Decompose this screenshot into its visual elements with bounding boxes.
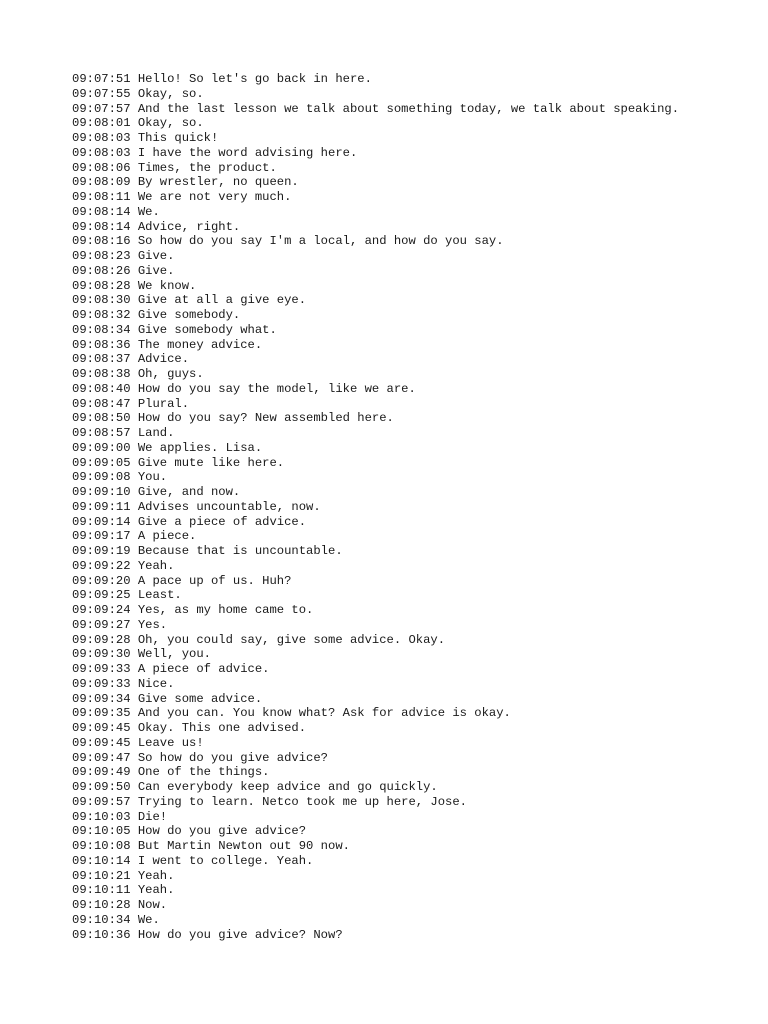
timestamp: 09:10:11 bbox=[72, 883, 131, 898]
transcript-line bbox=[72, 588, 732, 603]
transcript-line bbox=[72, 559, 732, 574]
timestamp: 09:09:20 bbox=[72, 573, 131, 588]
transcript-line bbox=[72, 72, 732, 87]
timestamp: 09:10:03 bbox=[72, 809, 131, 824]
timestamp: 09:08:14 bbox=[72, 219, 131, 234]
timestamp: 09:07:57 bbox=[72, 101, 131, 116]
timestamp: 09:08:28 bbox=[72, 278, 131, 293]
transcript-line bbox=[72, 397, 732, 412]
timestamp: 09:10:36 bbox=[72, 927, 131, 942]
timestamp: 09:10:05 bbox=[72, 824, 131, 839]
utterance-text: A pace up of us. Huh? bbox=[137, 573, 292, 588]
utterance-text: So how do you say I'm a local, and how do you say. bbox=[137, 234, 504, 249]
transcript-line bbox=[72, 456, 732, 471]
utterance-text: Give at all a give eye. bbox=[137, 293, 307, 308]
timestamp: 09:08:36 bbox=[72, 337, 131, 352]
transcript-line bbox=[72, 795, 732, 810]
utterance-text: Yeah. bbox=[137, 868, 175, 883]
utterance-text: I have the word advising here. bbox=[137, 145, 358, 160]
transcript-line bbox=[72, 574, 732, 589]
timestamp: 09:08:57 bbox=[72, 426, 131, 440]
transcript-line bbox=[72, 854, 732, 869]
timestamp: 09:09:57 bbox=[72, 794, 131, 809]
transcript-line bbox=[72, 928, 732, 943]
utterance-text: How do you say? New assembled here. bbox=[137, 411, 394, 426]
utterance-text: Advice, right. bbox=[137, 219, 241, 234]
transcript-line bbox=[72, 677, 732, 692]
utterance-text: Die! bbox=[137, 809, 168, 824]
utterance-text: Give some advice. bbox=[137, 691, 263, 706]
timestamp: 09:09:00 bbox=[72, 440, 131, 455]
transcript-line bbox=[72, 190, 732, 205]
timestamp: 09:09:34 bbox=[72, 691, 131, 706]
timestamp: 09:08:01 bbox=[72, 116, 131, 131]
timestamp: 09:08:50 bbox=[72, 411, 131, 426]
timestamp: 09:09:22 bbox=[72, 558, 131, 573]
timestamp: 09:09:30 bbox=[72, 647, 131, 662]
transcript-line bbox=[72, 839, 732, 854]
transcript-line bbox=[72, 869, 732, 884]
transcript-line bbox=[72, 411, 732, 426]
transcript-line bbox=[72, 883, 732, 898]
transcript-line bbox=[72, 116, 732, 131]
timestamp: 09:08:47 bbox=[72, 396, 131, 411]
timestamp: 09:10:08 bbox=[72, 839, 131, 853]
timestamp: 09:08:30 bbox=[72, 293, 131, 308]
timestamp: 09:09:49 bbox=[72, 765, 131, 780]
utterance-text: Times, the product. bbox=[137, 160, 277, 175]
timestamp: 09:09:47 bbox=[72, 750, 131, 765]
utterance-text: Give. bbox=[137, 249, 175, 263]
transcript-line bbox=[72, 500, 732, 515]
utterance-text: Give. bbox=[137, 263, 175, 278]
utterance-text: We applies. Lisa. bbox=[137, 440, 263, 455]
timestamp: 09:09:17 bbox=[72, 529, 131, 544]
utterance-text: Yeah. bbox=[137, 558, 175, 573]
transcript-line bbox=[72, 721, 732, 736]
utterance-text: Now. bbox=[137, 898, 168, 912]
utterance-text: We. bbox=[137, 204, 160, 219]
timestamp: 09:09:24 bbox=[72, 603, 131, 617]
timestamp: 09:09:08 bbox=[72, 470, 131, 485]
transcript-line bbox=[72, 205, 732, 220]
transcript-line bbox=[72, 544, 732, 559]
transcript-line bbox=[72, 426, 732, 441]
utterance-text: How do you say the model, like we are. bbox=[137, 381, 416, 396]
utterance-text: Least. bbox=[137, 588, 182, 603]
timestamp: 09:08:14 bbox=[72, 204, 131, 219]
transcript-line bbox=[72, 898, 732, 913]
transcript-line bbox=[72, 293, 732, 308]
timestamp: 09:09:45 bbox=[72, 721, 131, 735]
utterance-text: Land. bbox=[137, 426, 175, 440]
transcript-line bbox=[72, 633, 732, 648]
utterance-text: Oh, you could say, give some advice. Okay. bbox=[137, 632, 446, 647]
timestamp: 09:09:10 bbox=[72, 485, 131, 499]
transcript-line bbox=[72, 161, 732, 176]
transcript-line bbox=[72, 470, 732, 485]
timestamp: 09:09:19 bbox=[72, 544, 131, 558]
timestamp: 09:09:14 bbox=[72, 514, 131, 529]
utterance-text: This quick! bbox=[137, 131, 219, 145]
transcript-line bbox=[72, 249, 732, 264]
utterance-text: Oh, guys. bbox=[137, 367, 204, 381]
transcript-line bbox=[72, 220, 732, 235]
utterance-text: Okay. This one advised. bbox=[137, 721, 307, 735]
transcript-line bbox=[72, 618, 732, 633]
timestamp: 09:08:23 bbox=[72, 249, 131, 263]
utterance-text: Give somebody what. bbox=[137, 322, 277, 337]
transcript-line bbox=[72, 87, 732, 102]
transcript-line bbox=[72, 367, 732, 382]
utterance-text: Give a piece of advice. bbox=[137, 514, 307, 529]
utterance-text: So how do you give advice? bbox=[137, 750, 328, 765]
timestamp: 09:09:11 bbox=[72, 499, 131, 514]
transcript-line bbox=[72, 810, 732, 825]
timestamp: 09:09:25 bbox=[72, 588, 131, 603]
utterance-text: Give, and now. bbox=[137, 485, 241, 499]
utterance-text: A piece. bbox=[137, 529, 197, 544]
transcript-line bbox=[72, 102, 732, 117]
timestamp: 09:09:45 bbox=[72, 735, 131, 750]
transcript-line bbox=[72, 441, 732, 456]
utterance-text: Give somebody. bbox=[137, 308, 241, 322]
transcript-line bbox=[72, 706, 732, 721]
timestamp: 09:08:03 bbox=[72, 145, 131, 160]
timestamp: 09:10:14 bbox=[72, 853, 131, 868]
timestamp: 09:09:33 bbox=[72, 662, 131, 676]
utterance-text: Yeah. bbox=[137, 883, 175, 898]
transcript-line bbox=[72, 146, 732, 161]
utterance-text: By wrestler, no queen. bbox=[137, 175, 299, 190]
transcript-line bbox=[72, 131, 732, 146]
utterance-text: I went to college. Yeah. bbox=[137, 853, 314, 868]
timestamp: 09:09:33 bbox=[72, 676, 131, 691]
transcript-line bbox=[72, 323, 732, 338]
transcript-line bbox=[72, 751, 732, 766]
transcript-line bbox=[72, 382, 732, 397]
transcript-line bbox=[72, 338, 732, 353]
timestamp: 09:09:05 bbox=[72, 455, 131, 470]
utterance-text: A piece of advice. bbox=[137, 662, 270, 676]
transcript-line bbox=[72, 175, 732, 190]
utterance-text: Can everybody keep advice and go quickly. bbox=[137, 780, 438, 794]
utterance-text: Okay, so. bbox=[137, 116, 204, 131]
transcript-line bbox=[72, 485, 732, 500]
utterance-text: And the last lesson we talk about something today, we talk about speaking. bbox=[137, 101, 680, 116]
timestamp: 09:08:09 bbox=[72, 175, 131, 190]
utterance-text: Plural. bbox=[137, 396, 190, 411]
transcript-body bbox=[72, 72, 732, 942]
utterance-text: One of the things. bbox=[137, 765, 270, 780]
timestamp: 09:10:34 bbox=[72, 912, 131, 927]
transcript-line bbox=[72, 647, 732, 662]
timestamp: 09:08:38 bbox=[72, 367, 131, 381]
timestamp: 09:08:16 bbox=[72, 234, 131, 249]
transcript-line bbox=[72, 824, 732, 839]
timestamp: 09:09:35 bbox=[72, 706, 131, 721]
utterance-text: Advises uncountable, now. bbox=[137, 499, 321, 514]
timestamp: 09:08:37 bbox=[72, 352, 131, 367]
transcript-line bbox=[72, 234, 732, 249]
transcript-line bbox=[72, 765, 732, 780]
utterance-text: And you can. You know what? Ask for advice is okay. bbox=[137, 706, 511, 721]
timestamp: 09:08:40 bbox=[72, 381, 131, 396]
transcript-line bbox=[72, 913, 732, 928]
utterance-text: Because that is uncountable. bbox=[137, 544, 343, 558]
transcript-line bbox=[72, 308, 732, 323]
utterance-text: Okay, so. bbox=[137, 86, 204, 101]
utterance-text: Hello! So let's go back in here. bbox=[137, 72, 372, 86]
timestamp: 09:07:55 bbox=[72, 86, 131, 101]
timestamp: 09:09:27 bbox=[72, 617, 131, 632]
timestamp: 09:08:11 bbox=[72, 190, 131, 204]
timestamp: 09:07:51 bbox=[72, 72, 131, 86]
transcript-line bbox=[72, 529, 732, 544]
utterance-text: Well, you. bbox=[137, 647, 211, 662]
transcript-line bbox=[72, 780, 732, 795]
transcript-line bbox=[72, 515, 732, 530]
timestamp: 09:09:50 bbox=[72, 780, 131, 794]
utterance-text: Yes, as my home came to. bbox=[137, 603, 314, 617]
utterance-text: Nice. bbox=[137, 676, 175, 691]
utterance-text: Give mute like here. bbox=[137, 455, 285, 470]
utterance-text: But Martin Newton out 90 now. bbox=[137, 839, 350, 853]
utterance-text: We. bbox=[137, 912, 160, 927]
timestamp: 09:08:26 bbox=[72, 263, 131, 278]
transcript-line bbox=[72, 264, 732, 279]
timestamp: 09:10:28 bbox=[72, 898, 131, 912]
utterance-text: You. bbox=[137, 470, 168, 485]
transcript-line bbox=[72, 603, 732, 618]
utterance-text: Leave us! bbox=[137, 735, 204, 750]
transcript-line bbox=[72, 352, 732, 367]
transcript-line bbox=[72, 736, 732, 751]
timestamp: 09:08:32 bbox=[72, 308, 131, 322]
timestamp: 09:09:28 bbox=[72, 632, 131, 647]
timestamp: 09:10:21 bbox=[72, 868, 131, 883]
timestamp: 09:08:03 bbox=[72, 131, 131, 145]
utterance-text: Yes. bbox=[137, 617, 168, 632]
utterance-text: We are not very much. bbox=[137, 190, 292, 204]
utterance-text: The money advice. bbox=[137, 337, 263, 352]
timestamp: 09:08:06 bbox=[72, 160, 131, 175]
utterance-text: How do you give advice? Now? bbox=[137, 927, 343, 942]
utterance-text: How do you give advice? bbox=[137, 824, 307, 839]
transcript-line bbox=[72, 662, 732, 677]
utterance-text: Advice. bbox=[137, 352, 190, 367]
transcript-line bbox=[72, 279, 732, 294]
transcript-line bbox=[72, 692, 732, 707]
utterance-text: We know. bbox=[137, 278, 197, 293]
utterance-text: Trying to learn. Netco took me up here, Jose. bbox=[137, 794, 467, 809]
timestamp: 09:08:34 bbox=[72, 322, 131, 337]
